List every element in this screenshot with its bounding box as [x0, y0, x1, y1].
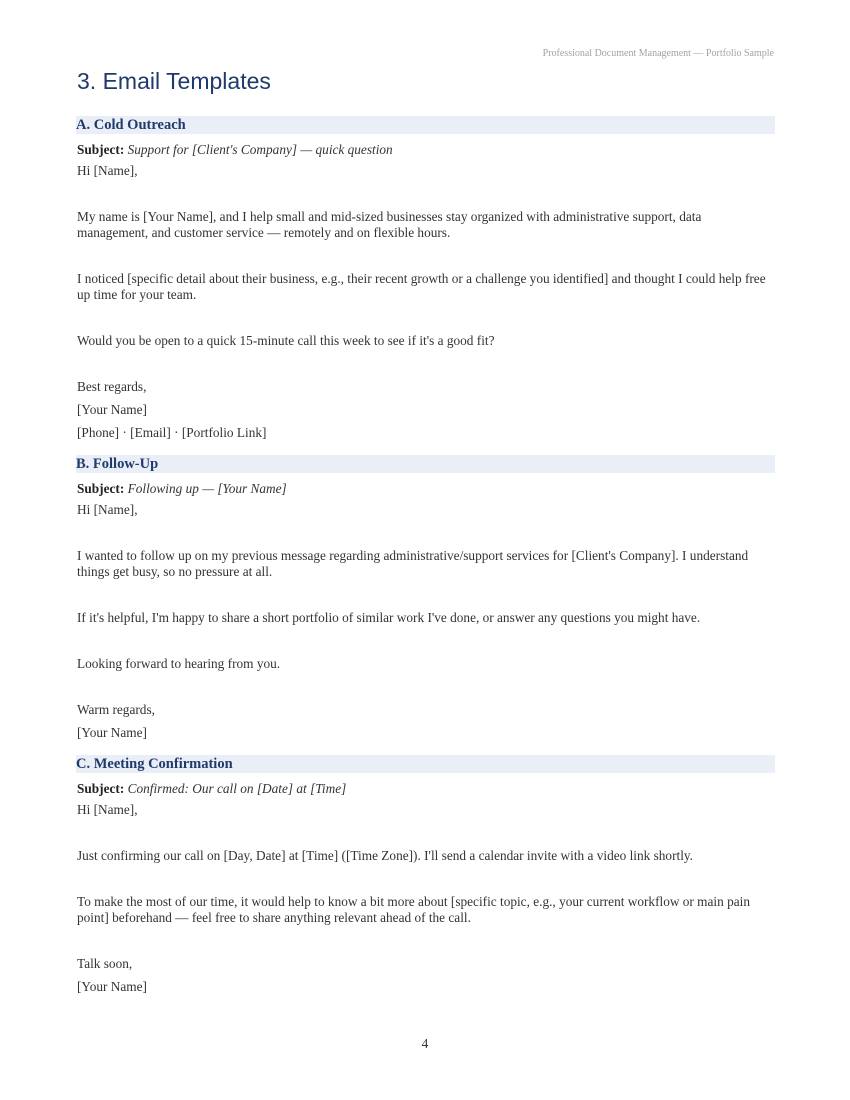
paragraph: I noticed [specific detail about their business, e.g., their recent growth or a challenge you identified] and thought I could help free up time for your team.	[77, 271, 766, 302]
subject-text: Support for [Client's Company] — quick question	[127, 142, 393, 157]
subject-line	[77, 142, 774, 158]
paragraph: If it's helpful, I'm happy to share a short portfolio of similar work I've done, or answer any questions you might have.	[77, 610, 701, 625]
paragraph: My name is [Your Name], and I help small and mid-sized businesses stay organized with administrative support, data management, and customer service — remotely and on flexible hours.	[77, 209, 702, 240]
email-template-follow-up	[77, 455, 774, 741]
subject-label: Subject:	[77, 142, 125, 157]
section-heading: C. Meeting Confirmation	[76, 755, 775, 773]
signature: [Your Name]	[77, 402, 147, 417]
subject-label: Subject:	[77, 781, 125, 796]
paragraph: Looking forward to hearing from you.	[77, 656, 281, 671]
signoff: Talk soon,	[77, 956, 133, 971]
signoff: Warm regards,	[77, 702, 155, 717]
greeting: Hi [Name],	[77, 502, 138, 517]
signature: [Your Name]	[77, 725, 147, 740]
subject-line	[77, 781, 774, 797]
subject-line	[77, 481, 774, 497]
paragraph: Would you be open to a quick 15-minute call this week to see if it's a good fit?	[77, 333, 495, 348]
section-heading: A. Cold Outreach	[76, 116, 775, 134]
page-content	[77, 66, 774, 1009]
subject-text: Confirmed: Our call on [Date] at [Time]	[127, 781, 347, 796]
paragraph: Just confirming our call on [Day, Date] at [Time] ([Time Zone]). I'll send a calendar invite with a video link shortly.	[77, 848, 693, 863]
page-title: 3. Email Templates	[77, 68, 271, 94]
section-heading: B. Follow-Up	[76, 455, 775, 473]
paragraph: I wanted to follow up on my previous message regarding administrative/support services for [Client's Company]. I understand things get busy, so no pressure at all.	[77, 548, 749, 579]
contact-line: [Phone] · [Email] · [Portfolio Link]	[77, 425, 267, 440]
page-number: 4	[421, 1036, 429, 1051]
running-header: Professional Document Management — Portfolio Sample	[542, 48, 774, 59]
paragraph: To make the most of our time, it would help to know a bit more about [specific topic, e.g., your current workflow or main pain point] beforehand — feel free to share anything relevant ahead of the call.	[77, 894, 750, 925]
signature: [Your Name]	[77, 979, 147, 994]
signoff: Best regards,	[77, 379, 147, 394]
greeting: Hi [Name],	[77, 163, 138, 178]
greeting: Hi [Name],	[77, 802, 138, 817]
subject-label: Subject:	[77, 481, 125, 496]
subject-text: Following up — [Your Name]	[127, 481, 287, 496]
email-template-cold-outreach	[77, 116, 774, 441]
email-template-meeting-confirmation	[77, 755, 774, 995]
